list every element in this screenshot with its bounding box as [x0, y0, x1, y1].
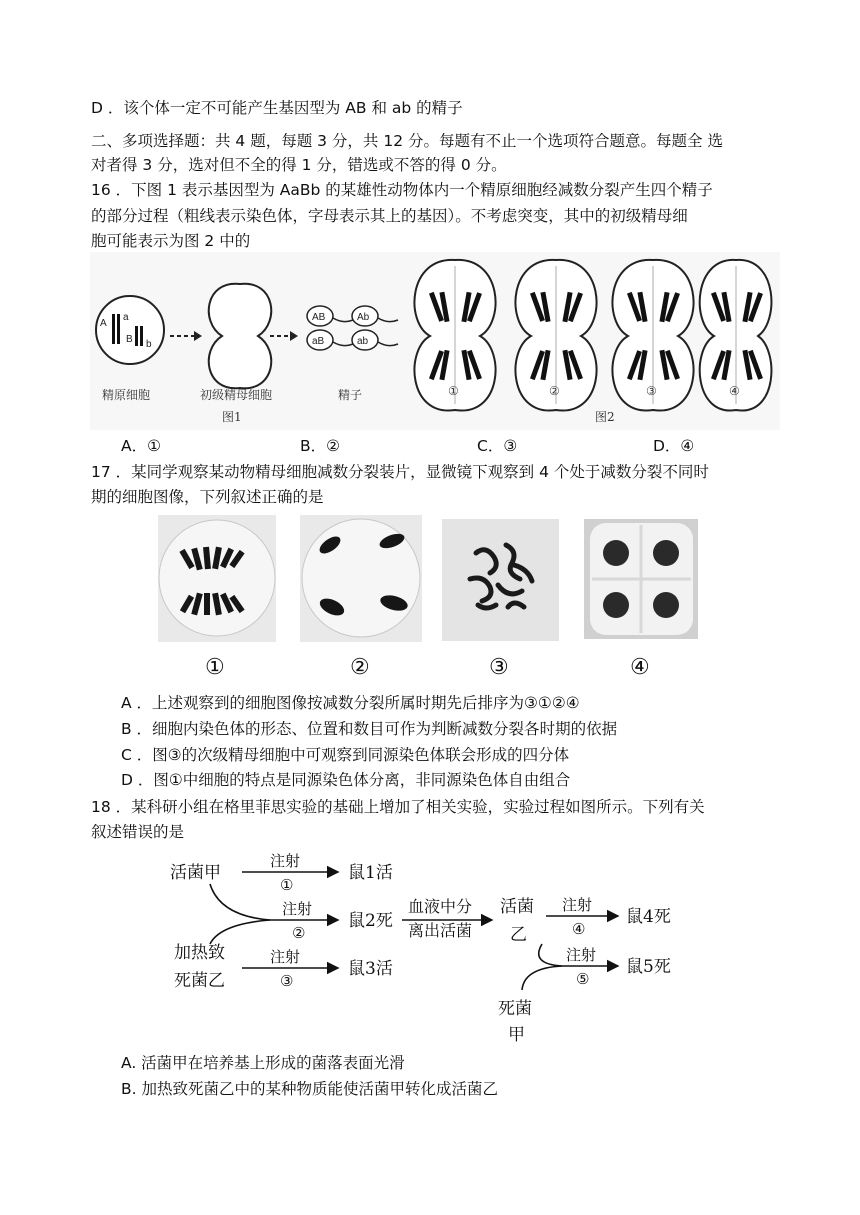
- micrograph-number: ②: [350, 655, 370, 680]
- cell-number: ③: [646, 384, 657, 398]
- cell-number: ①: [448, 384, 459, 398]
- step-2: ②: [292, 924, 306, 942]
- micrograph-3: [442, 519, 559, 641]
- q16-stem-line2: 的部分过程（粗线表示染色体，字母表示其上的基因）。不考虑突变，其中的初级精母细: [91, 207, 688, 225]
- isolate-line2: 离出活菌: [408, 921, 473, 940]
- micrograph-4: [584, 519, 698, 639]
- inject-label: 注射: [270, 948, 301, 966]
- q18-diagram: [170, 848, 710, 1048]
- q18-stem-line1: 18 ．某科研小组在格里菲思实验的基础上增加了相关实验，实验过程如图所示。下列有关: [91, 798, 705, 816]
- label-spermatogonium: 精原细胞: [102, 388, 151, 402]
- label-sperm: 精子: [338, 388, 363, 402]
- q17-stem-line1: 17 ．某同学观察某动物精母细胞减数分裂装片，显微镜下观察到 4 个处于减数分裂不同时: [91, 463, 709, 481]
- q16-stem-line3: 胞可能表示为图 2 中的: [91, 232, 251, 250]
- inject-label: 注射: [562, 896, 593, 914]
- q17-option-b: B ．细胞内染色体的形态、位置和数目可作为判断减数分裂各时期的依据: [121, 720, 618, 738]
- micrograph-2: [300, 515, 422, 642]
- heat-killed-b-line1: 加热致: [174, 943, 225, 963]
- q17-option-d: D ．图①中细胞的特点是同源染色体分离，非同源染色体自由组合: [121, 771, 571, 789]
- step-5: ⑤: [576, 970, 590, 988]
- gene-label: a: [123, 312, 129, 323]
- q16-option-a: A．①: [121, 437, 161, 455]
- mouse-1: 鼠1活: [348, 863, 393, 883]
- inject-label: 注射: [566, 946, 597, 964]
- dead-bacteria-a-line2: 甲: [508, 1025, 525, 1045]
- section2-heading-line2: 对者得 3 分，选对但不全的得 1 分，错选或不答的得 0 分。: [91, 156, 507, 174]
- micrograph-number: ④: [630, 655, 650, 680]
- sperm-genotype: Ab: [357, 312, 370, 323]
- q16-option-b: B．②: [300, 437, 341, 455]
- gene-label: A: [100, 318, 107, 329]
- cell-number: ②: [549, 384, 560, 398]
- step-1: ①: [280, 876, 294, 894]
- section2-heading-line1: 二、多项选择题：共 4 题，每题 3 分，共 12 分。每题有不止一个选项符合题意。每题全 选: [91, 132, 723, 150]
- mouse-5: 鼠5死: [626, 957, 671, 977]
- inject-label: 注射: [282, 900, 313, 918]
- dead-bacteria-a-line1: 死菌: [498, 999, 532, 1019]
- q18-option-b: B. 加热致死菌乙中的某种物质能使活菌甲转化成活菌乙: [121, 1080, 498, 1098]
- q17-micrographs: [158, 515, 698, 685]
- sperm-genotype: AB: [312, 312, 326, 323]
- q18-option-a: A. 活菌甲在培养基上形成的菌落表面光滑: [121, 1054, 405, 1072]
- q17-option-a: A ．上述观察到的细胞图像按减数分裂所属时期先后排序为③①②④: [121, 694, 580, 712]
- micrograph-number: ①: [205, 655, 225, 680]
- fig1-caption: 图1: [222, 410, 242, 424]
- mouse-4: 鼠4死: [626, 907, 671, 927]
- q16-option-c: C．③: [477, 437, 518, 455]
- q15-option-d: D ．该个体一定不可能产生基因型为 AB 和 ab 的精子: [91, 99, 463, 117]
- cell-number: ④: [729, 384, 740, 398]
- gene-label: B: [126, 334, 133, 345]
- q16-figure: [90, 252, 780, 430]
- live-bacteria-a: 活菌甲: [170, 863, 221, 883]
- heat-killed-b-line2: 死菌乙: [174, 971, 225, 991]
- micrograph-number: ③: [489, 655, 509, 680]
- live-bacteria-b-line1: 活菌: [500, 897, 534, 917]
- step-3: ③: [280, 972, 294, 990]
- sperm-genotype: aB: [312, 336, 325, 347]
- mouse-2: 鼠2死: [348, 911, 393, 931]
- fig2-caption: 图2: [595, 410, 615, 424]
- label-primary-spermatocyte: 初级精母细胞: [200, 388, 273, 402]
- isolate-line1: 血液中分: [408, 897, 473, 916]
- gene-label: b: [146, 339, 152, 350]
- q16-stem-line1: 16 ．下图 1 表示基因型为 AaBb 的某雄性动物体内一个精原细胞经减数分裂产生四个精子: [91, 181, 713, 199]
- micrograph-1: [158, 515, 276, 642]
- sperm-genotype: ab: [357, 336, 369, 347]
- q17-option-c: C ．图③的次级精母细胞中可观察到同源染色体联会形成的四分体: [121, 746, 570, 764]
- q18-stem-line2: 叙述错误的是: [91, 823, 185, 841]
- q16-option-d: D．④: [653, 437, 695, 455]
- spermatogonium-cell: [96, 296, 164, 364]
- mouse-3: 鼠3活: [348, 959, 393, 979]
- inject-label: 注射: [270, 852, 301, 870]
- q17-stem-line2: 期的细胞图像，下列叙述正确的是: [91, 488, 324, 506]
- live-bacteria-b-line2: 乙: [510, 925, 527, 945]
- step-4: ④: [572, 920, 586, 938]
